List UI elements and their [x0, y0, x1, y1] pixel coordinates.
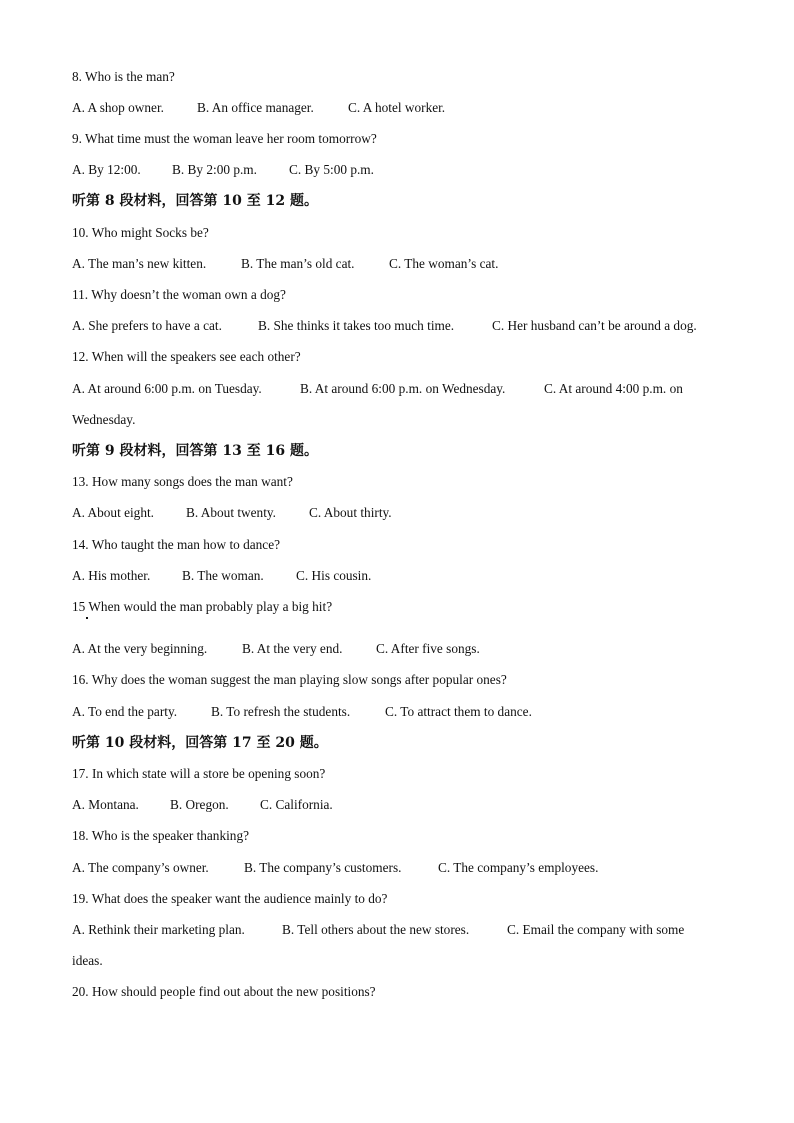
question-16: 16. Why does the woman suggest the man playing slow songs after popular ones? [72, 672, 507, 687]
option-a: A. The company’s owner. [72, 860, 209, 875]
option-c: C. Email the company with some [507, 922, 685, 937]
option-b: B. At around 6:00 p.m. on Wednesday. [300, 381, 506, 396]
option-c: C. About thirty. [309, 505, 392, 520]
question-19-options [72, 922, 684, 938]
question-13: 13. How many songs does the man want? [72, 474, 293, 489]
option-b: B. Oregon. [170, 797, 229, 812]
question-15: 15 When would the man probably play a big hit? [72, 599, 333, 614]
question-14-options [72, 568, 371, 584]
question-12-options [72, 381, 683, 397]
option-c: C. To attract them to dance. [385, 704, 532, 719]
question-13-options [72, 505, 392, 521]
option-a: A. The man’s new kitten. [72, 256, 207, 271]
option-a: A. By 12:00. [72, 162, 141, 177]
option-c: C. At around 4:00 p.m. on [544, 381, 683, 396]
question-12: 12. When will the speakers see each other? [72, 349, 301, 364]
option-c: C. The company’s employees. [438, 860, 599, 875]
question-18: 18. Who is the speaker thanking? [72, 828, 250, 843]
question-8-options [72, 100, 445, 116]
option-a: A. A shop owner. [72, 100, 164, 115]
option-b: B. About twenty. [186, 505, 277, 520]
option-b: B. Tell others about the new stores. [282, 922, 470, 937]
question-17: 17. In which state will a store be opening soon? [72, 766, 326, 781]
option-b: B. By 2:00 p.m. [172, 162, 257, 177]
stray-dot [86, 617, 88, 619]
option-b: B. To refresh the students. [211, 704, 351, 719]
option-c: C. After five songs. [376, 641, 480, 656]
section-heading-8: 听第 8 段材料，回答第 10 至 12 题。 [72, 193, 318, 209]
option-a: A. Rethink their marketing plan. [72, 922, 245, 937]
option-b: B. The woman. [182, 568, 264, 583]
question-9-options [72, 162, 374, 178]
option-c: C. His cousin. [296, 568, 372, 583]
question-20: 20. How should people find out about the new positions? [72, 984, 376, 999]
question-8: 8. Who is the man? [72, 69, 175, 84]
question-15-options [72, 641, 480, 657]
option-a: A. About eight. [72, 505, 154, 520]
question-11-options [72, 318, 697, 334]
question-11: 11. Why doesn’t the woman own a dog? [72, 287, 286, 302]
option-c-continued: Wednesday. [72, 412, 136, 427]
question-10-options [72, 256, 498, 272]
section-heading-10: 听第 10 段材料，回答第 17 至 20 题。 [72, 735, 328, 751]
option-a: A. Montana. [72, 797, 139, 812]
option-a: A. She prefers to have a cat. [72, 318, 222, 333]
option-c: C. The woman’s cat. [389, 256, 499, 271]
option-c-continued: ideas. [72, 953, 103, 968]
option-c: C. By 5:00 p.m. [289, 162, 374, 177]
option-c: C. A hotel worker. [348, 100, 446, 115]
question-16-options [72, 704, 532, 720]
option-b: B. An office manager. [197, 100, 314, 115]
option-a: A. To end the party. [72, 704, 178, 719]
option-b: B. The man’s old cat. [241, 256, 355, 271]
option-a: A. His mother. [72, 568, 151, 583]
question-14: 14. Who taught the man how to dance? [72, 537, 281, 552]
option-a: A. At the very beginning. [72, 641, 208, 656]
question-17-options [72, 797, 333, 813]
question-9: 9. What time must the woman leave her room tomorrow? [72, 131, 377, 146]
option-a: A. At around 6:00 p.m. on Tuesday. [72, 381, 262, 396]
question-10: 10. Who might Socks be? [72, 225, 209, 240]
option-b: B. The company’s customers. [244, 860, 402, 875]
question-19: 19. What does the speaker want the audience mainly to do? [72, 891, 388, 906]
option-c: C. Her husband can’t be around a dog. [492, 318, 697, 333]
option-b: B. She thinks it takes too much time. [258, 318, 455, 333]
question-18-options [72, 860, 598, 876]
option-b: B. At the very end. [242, 641, 343, 656]
section-heading-9: 听第 9 段材料，回答第 13 至 16 题。 [72, 443, 318, 459]
option-c: C. California. [260, 797, 333, 812]
